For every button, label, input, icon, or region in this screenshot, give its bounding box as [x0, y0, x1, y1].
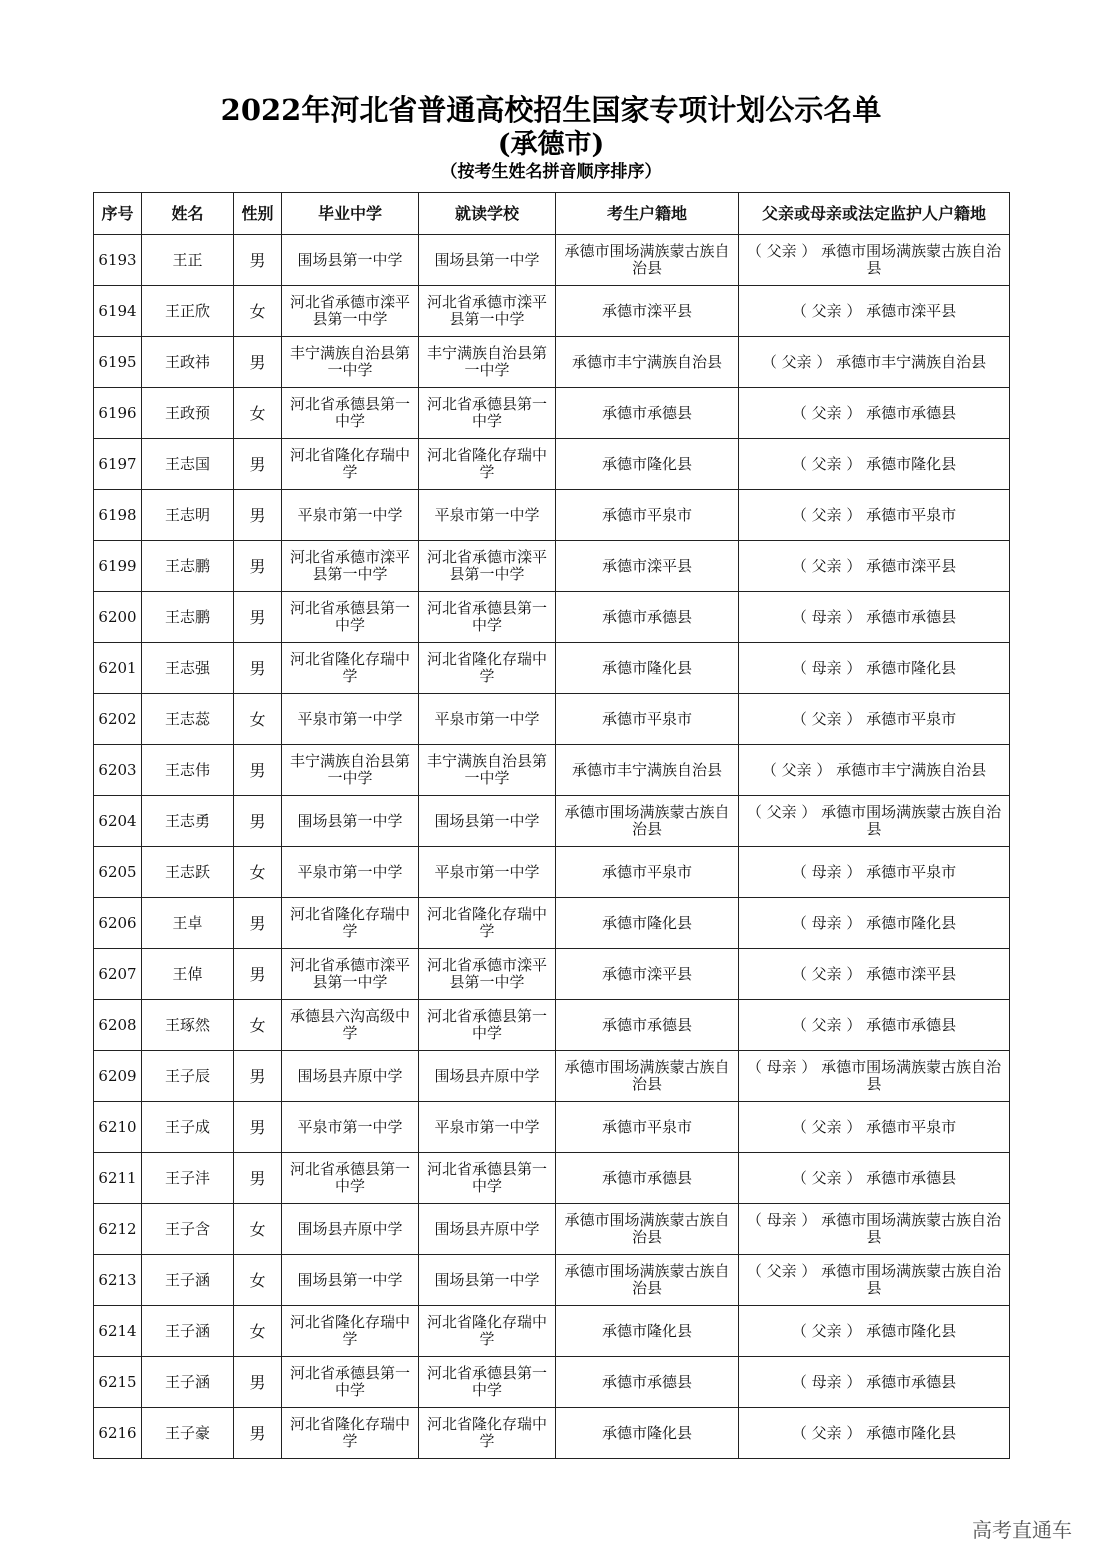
student-gender: 女	[234, 1000, 282, 1051]
row-number: 6213	[94, 1255, 142, 1306]
row-number: 6195	[94, 337, 142, 388]
row-number: 6200	[94, 592, 142, 643]
page-title: 2022年河北省普通高校招生国家专项计划公示名单	[220, 93, 882, 127]
graduation-school: 承德县六沟高级中学	[282, 1000, 419, 1051]
graduation-school: 河北省承德县第一中学	[282, 1153, 419, 1204]
graduation-school: 围场县第一中学	[282, 796, 419, 847]
student-gender: 男	[234, 1153, 282, 1204]
guardian-domicile: （ 父亲 ） 承德市丰宁满族自治县	[739, 745, 1010, 796]
student-name: 王志鹏	[142, 592, 234, 643]
table-row	[94, 1306, 1010, 1357]
student-domicile: 承德市承德县	[556, 1153, 739, 1204]
table-row	[94, 235, 1010, 286]
student-name: 王卓	[142, 898, 234, 949]
row-number: 6206	[94, 898, 142, 949]
graduation-school: 河北省承德市滦平县第一中学	[282, 949, 419, 1000]
graduation-school: 河北省承德县第一中学	[282, 388, 419, 439]
student-gender: 男	[234, 1102, 282, 1153]
graduation-school: 河北省承德市滦平县第一中学	[282, 541, 419, 592]
guardian-domicile: （ 母亲 ） 承德市隆化县	[739, 898, 1010, 949]
guardian-domicile: （ 父亲 ） 承德市围场满族蒙古族自治县	[739, 1255, 1010, 1306]
table-row	[94, 490, 1010, 541]
guardian-domicile: （ 母亲 ） 承德市隆化县	[739, 643, 1010, 694]
row-number: 6211	[94, 1153, 142, 1204]
student-domicile: 承德市隆化县	[556, 643, 739, 694]
current-school: 河北省承德市滦平县第一中学	[419, 949, 556, 1000]
current-school: 河北省隆化存瑞中学	[419, 439, 556, 490]
guardian-domicile: （ 父亲 ） 承德市隆化县	[739, 1306, 1010, 1357]
student-name: 王琢然	[142, 1000, 234, 1051]
student-domicile: 承德市平泉市	[556, 847, 739, 898]
header-cell: 毕业中学	[282, 193, 419, 235]
student-domicile: 承德市丰宁满族自治县	[556, 337, 739, 388]
guardian-domicile: （ 父亲 ） 承德市承德县	[739, 388, 1010, 439]
guardian-domicile: （ 母亲 ） 承德市承德县	[739, 592, 1010, 643]
row-number: 6210	[94, 1102, 142, 1153]
graduation-school: 河北省隆化存瑞中学	[282, 1408, 419, 1459]
row-number: 6203	[94, 745, 142, 796]
current-school: 围场县第一中学	[419, 235, 556, 286]
graduation-school: 丰宁满族自治县第一中学	[282, 745, 419, 796]
row-number: 6193	[94, 235, 142, 286]
student-domicile: 承德市滦平县	[556, 286, 739, 337]
table-row	[94, 541, 1010, 592]
student-gender: 男	[234, 898, 282, 949]
guardian-domicile: （ 父亲 ） 承德市平泉市	[739, 490, 1010, 541]
graduation-school: 围场县卉原中学	[282, 1051, 419, 1102]
table-row	[94, 694, 1010, 745]
current-school: 河北省承德市滦平县第一中学	[419, 541, 556, 592]
table-row	[94, 1408, 1010, 1459]
row-number: 6205	[94, 847, 142, 898]
student-name: 王倬	[142, 949, 234, 1000]
current-school: 河北省隆化存瑞中学	[419, 898, 556, 949]
current-school: 围场县第一中学	[419, 796, 556, 847]
student-domicile: 承德市平泉市	[556, 1102, 739, 1153]
student-gender: 男	[234, 1408, 282, 1459]
student-domicile: 承德市平泉市	[556, 490, 739, 541]
graduation-school: 平泉市第一中学	[282, 490, 419, 541]
row-number: 6204	[94, 796, 142, 847]
student-domicile: 承德市承德县	[556, 388, 739, 439]
row-number: 6194	[94, 286, 142, 337]
student-name: 王志明	[142, 490, 234, 541]
current-school: 围场县卉原中学	[419, 1051, 556, 1102]
page-subtitle-city: (承德市)	[497, 129, 605, 160]
table-row	[94, 1000, 1010, 1051]
guardian-domicile: （ 父亲 ） 承德市承德县	[739, 1000, 1010, 1051]
guardian-domicile: （ 父亲 ） 承德市平泉市	[739, 1102, 1010, 1153]
graduation-school: 平泉市第一中学	[282, 1102, 419, 1153]
student-name: 王子豪	[142, 1408, 234, 1459]
table-row	[94, 286, 1010, 337]
student-domicile: 承德市围场满族蒙古族自治县	[556, 1051, 739, 1102]
row-number: 6202	[94, 694, 142, 745]
current-school: 河北省隆化存瑞中学	[419, 643, 556, 694]
student-gender: 女	[234, 694, 282, 745]
header-cell: 父亲或母亲或法定监护人户籍地	[739, 193, 1010, 235]
student-domicile: 承德市围场满族蒙古族自治县	[556, 796, 739, 847]
row-number: 6216	[94, 1408, 142, 1459]
table-row	[94, 388, 1010, 439]
guardian-domicile: （ 父亲 ） 承德市滦平县	[739, 541, 1010, 592]
student-gender: 男	[234, 796, 282, 847]
header-cell: 就读学校	[419, 193, 556, 235]
table-row	[94, 745, 1010, 796]
graduation-school: 河北省承德县第一中学	[282, 1357, 419, 1408]
current-school: 平泉市第一中学	[419, 1102, 556, 1153]
guardian-domicile: （ 父亲 ） 承德市丰宁满族自治县	[739, 337, 1010, 388]
header-cell: 序号	[94, 193, 142, 235]
student-gender: 男	[234, 592, 282, 643]
student-name: 王志勇	[142, 796, 234, 847]
student-gender: 男	[234, 235, 282, 286]
row-number: 6215	[94, 1357, 142, 1408]
graduation-school: 围场县第一中学	[282, 1255, 419, 1306]
row-number: 6209	[94, 1051, 142, 1102]
row-number: 6208	[94, 1000, 142, 1051]
table-row	[94, 1357, 1010, 1408]
current-school: 河北省承德市滦平县第一中学	[419, 286, 556, 337]
student-gender: 男	[234, 490, 282, 541]
student-gender: 男	[234, 643, 282, 694]
student-domicile: 承德市隆化县	[556, 898, 739, 949]
graduation-school: 河北省承德市滦平县第一中学	[282, 286, 419, 337]
student-domicile: 承德市隆化县	[556, 1408, 739, 1459]
student-name: 王志跃	[142, 847, 234, 898]
current-school: 平泉市第一中学	[419, 847, 556, 898]
row-number: 6198	[94, 490, 142, 541]
student-name: 王志强	[142, 643, 234, 694]
row-number: 6214	[94, 1306, 142, 1357]
guardian-domicile: （ 母亲 ） 承德市承德县	[739, 1357, 1010, 1408]
table-row	[94, 898, 1010, 949]
current-school: 河北省承德县第一中学	[419, 388, 556, 439]
page-subtitle-sort-note: （按考生姓名拼音顺序排序）	[440, 162, 662, 182]
student-gender: 男	[234, 949, 282, 1000]
current-school: 河北省隆化存瑞中学	[419, 1408, 556, 1459]
student-domicile: 承德市丰宁满族自治县	[556, 745, 739, 796]
table-row	[94, 796, 1010, 847]
guardian-domicile: （ 母亲 ） 承德市平泉市	[739, 847, 1010, 898]
watermark: 高考直通车	[972, 1518, 1072, 1542]
student-gender: 女	[234, 388, 282, 439]
student-gender: 男	[234, 439, 282, 490]
graduation-school: 河北省隆化存瑞中学	[282, 1306, 419, 1357]
student-name: 王子涵	[142, 1306, 234, 1357]
current-school: 河北省承德县第一中学	[419, 592, 556, 643]
student-name: 王志国	[142, 439, 234, 490]
row-number: 6197	[94, 439, 142, 490]
guardian-domicile: （ 父亲 ） 承德市承德县	[739, 1153, 1010, 1204]
student-gender: 男	[234, 1357, 282, 1408]
graduation-school: 河北省隆化存瑞中学	[282, 643, 419, 694]
table-row	[94, 1255, 1010, 1306]
student-name: 王正欣	[142, 286, 234, 337]
graduation-school: 河北省承德县第一中学	[282, 592, 419, 643]
guardian-domicile: （ 父亲 ） 承德市滦平县	[739, 286, 1010, 337]
guardian-domicile: （ 父亲 ） 承德市隆化县	[739, 1408, 1010, 1459]
current-school: 河北省承德县第一中学	[419, 1357, 556, 1408]
student-domicile: 承德市围场满族蒙古族自治县	[556, 1204, 739, 1255]
student-name: 王志蕊	[142, 694, 234, 745]
current-school: 平泉市第一中学	[419, 490, 556, 541]
student-domicile: 承德市隆化县	[556, 1306, 739, 1357]
student-name: 王子涵	[142, 1255, 234, 1306]
guardian-domicile: （ 父亲 ） 承德市平泉市	[739, 694, 1010, 745]
student-gender: 女	[234, 847, 282, 898]
table-body	[94, 235, 1010, 1459]
student-name: 王子涵	[142, 1357, 234, 1408]
header-cell: 考生户籍地	[556, 193, 739, 235]
table-row	[94, 1204, 1010, 1255]
student-domicile: 承德市承德县	[556, 1000, 739, 1051]
graduation-school: 平泉市第一中学	[282, 694, 419, 745]
current-school: 河北省承德县第一中学	[419, 1000, 556, 1051]
guardian-domicile: （ 父亲 ） 承德市隆化县	[739, 439, 1010, 490]
student-domicile: 承德市隆化县	[556, 439, 739, 490]
header-cell: 姓名	[142, 193, 234, 235]
row-number: 6196	[94, 388, 142, 439]
table-row	[94, 847, 1010, 898]
graduation-school: 丰宁满族自治县第一中学	[282, 337, 419, 388]
table-row	[94, 337, 1010, 388]
current-school: 围场县第一中学	[419, 1255, 556, 1306]
student-name: 王子沣	[142, 1153, 234, 1204]
student-domicile: 承德市滦平县	[556, 541, 739, 592]
table-row	[94, 439, 1010, 490]
current-school: 河北省隆化存瑞中学	[419, 1306, 556, 1357]
student-gender: 女	[234, 286, 282, 337]
current-school: 河北省承德县第一中学	[419, 1153, 556, 1204]
student-gender: 男	[234, 745, 282, 796]
student-domicile: 承德市滦平县	[556, 949, 739, 1000]
student-name: 王志伟	[142, 745, 234, 796]
graduation-school: 平泉市第一中学	[282, 847, 419, 898]
graduation-school: 河北省隆化存瑞中学	[282, 898, 419, 949]
student-name: 王政祎	[142, 337, 234, 388]
student-gender: 男	[234, 1051, 282, 1102]
guardian-domicile: （ 父亲 ） 承德市围场满族蒙古族自治县	[739, 235, 1010, 286]
row-number: 6207	[94, 949, 142, 1000]
guardian-domicile: （ 父亲 ） 承德市围场满族蒙古族自治县	[739, 796, 1010, 847]
graduation-school: 河北省隆化存瑞中学	[282, 439, 419, 490]
table-header-row	[94, 193, 1010, 235]
student-gender: 女	[234, 1306, 282, 1357]
graduation-school: 围场县卉原中学	[282, 1204, 419, 1255]
student-gender: 男	[234, 541, 282, 592]
graduation-school: 围场县第一中学	[282, 235, 419, 286]
table-row	[94, 1153, 1010, 1204]
student-domicile: 承德市平泉市	[556, 694, 739, 745]
student-domicile: 承德市承德县	[556, 1357, 739, 1408]
student-gender: 女	[234, 1204, 282, 1255]
table-row	[94, 949, 1010, 1000]
current-school: 围场县卉原中学	[419, 1204, 556, 1255]
student-name: 王志鹏	[142, 541, 234, 592]
student-list-table	[93, 192, 1010, 1459]
table-row	[94, 592, 1010, 643]
header-cell: 性别	[234, 193, 282, 235]
row-number: 6199	[94, 541, 142, 592]
student-gender: 男	[234, 337, 282, 388]
student-name: 王政预	[142, 388, 234, 439]
table-row	[94, 643, 1010, 694]
current-school: 丰宁满族自治县第一中学	[419, 745, 556, 796]
current-school: 平泉市第一中学	[419, 694, 556, 745]
student-domicile: 承德市围场满族蒙古族自治县	[556, 235, 739, 286]
student-name: 王子含	[142, 1204, 234, 1255]
table-row	[94, 1102, 1010, 1153]
row-number: 6201	[94, 643, 142, 694]
student-name: 王子辰	[142, 1051, 234, 1102]
table-row	[94, 1051, 1010, 1102]
guardian-domicile: （ 母亲 ） 承德市围场满族蒙古族自治县	[739, 1204, 1010, 1255]
guardian-domicile: （ 父亲 ） 承德市滦平县	[739, 949, 1010, 1000]
student-domicile: 承德市围场满族蒙古族自治县	[556, 1255, 739, 1306]
guardian-domicile: （ 母亲 ） 承德市围场满族蒙古族自治县	[739, 1051, 1010, 1102]
student-name: 王子成	[142, 1102, 234, 1153]
row-number: 6212	[94, 1204, 142, 1255]
student-domicile: 承德市承德县	[556, 592, 739, 643]
current-school: 丰宁满族自治县第一中学	[419, 337, 556, 388]
student-name: 王正	[142, 235, 234, 286]
student-gender: 女	[234, 1255, 282, 1306]
